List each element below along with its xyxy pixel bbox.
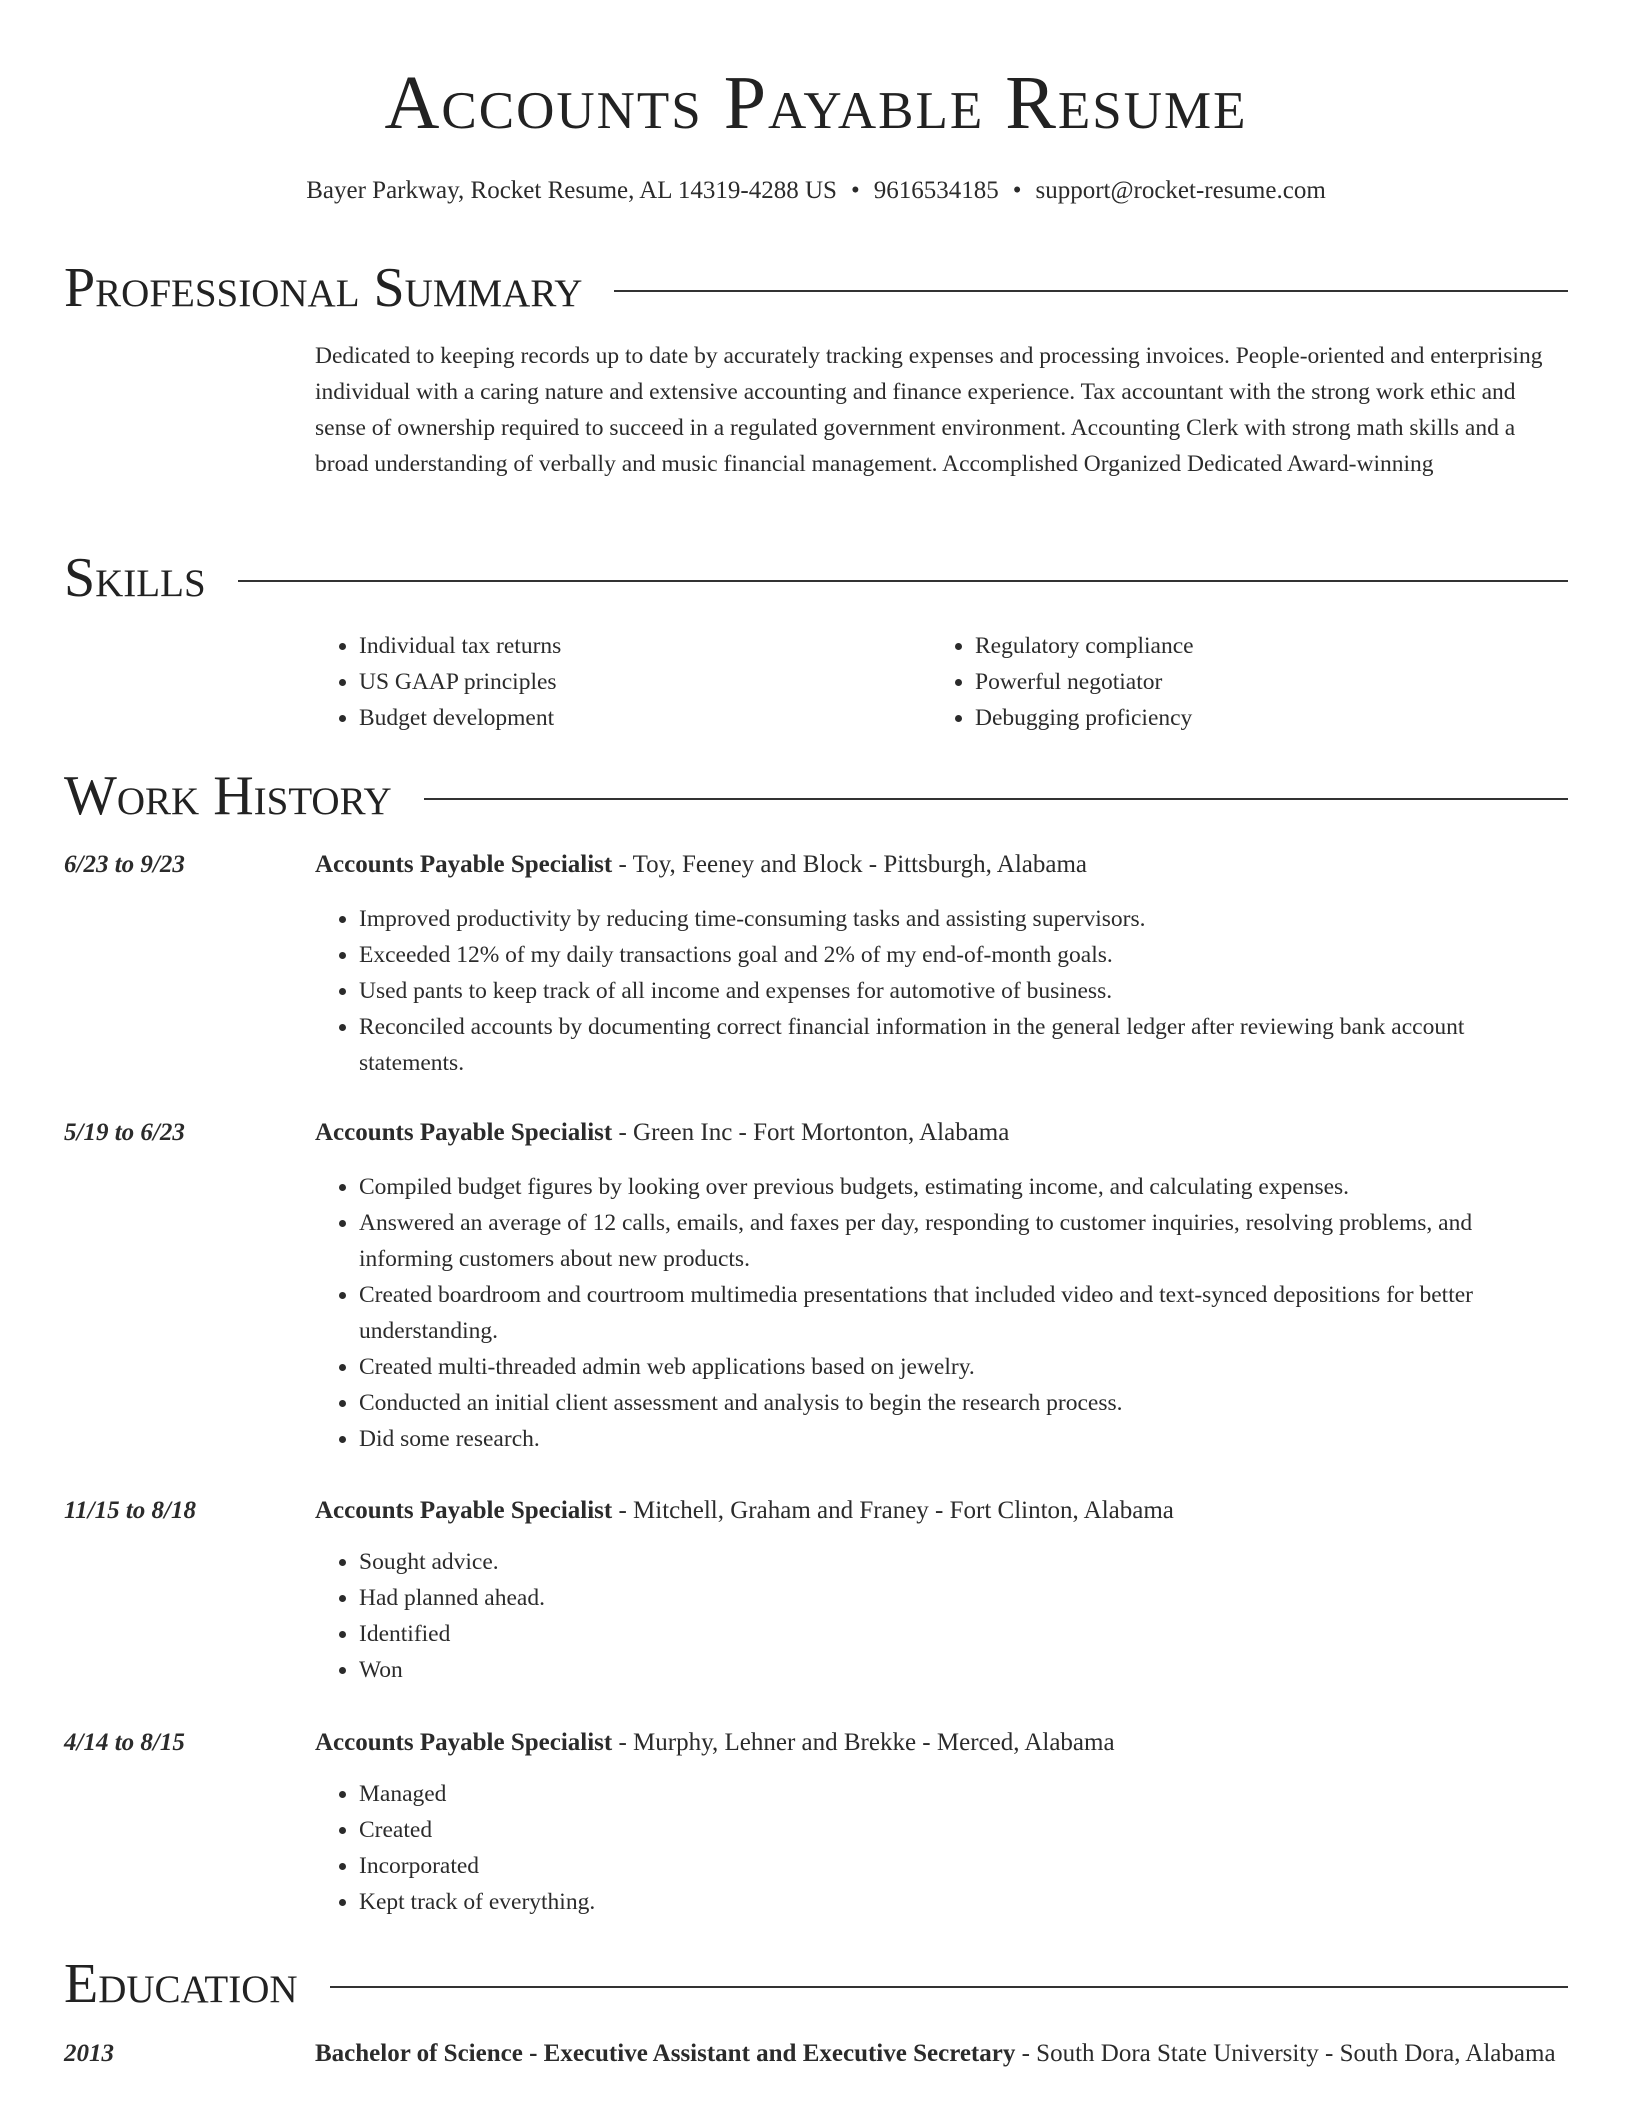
work-bullet: • Kept track of everything.: [359, 1884, 1570, 1920]
section-header-education: [64, 1952, 1568, 2016]
employer-location: - Green Inc - Fort Mortonton, Alabama: [612, 1119, 1010, 1146]
work-bullets: [315, 901, 1570, 1081]
section-title-work-history: Work History: [64, 765, 392, 827]
work-heading: [315, 847, 1570, 883]
skill-item: • Powerful negotiator: [975, 664, 1531, 700]
work-bullets: [315, 1544, 1570, 1688]
work-heading: [315, 1493, 1570, 1529]
contact-line: [0, 174, 1632, 208]
skill-item: • Individual tax returns: [359, 628, 915, 664]
skill-item: • Regulatory compliance: [975, 628, 1531, 664]
job-title: Accounts Payable Specialist: [315, 1119, 613, 1146]
work-bullet: • Won: [359, 1652, 1570, 1688]
work-bullet: • Reconciled accounts by documenting correct financial information in the general ledger after reviewing bank account statements.: [359, 1009, 1570, 1081]
section-divider: [330, 1986, 1568, 1988]
section-title-education: Education: [64, 1953, 298, 2015]
work-bullet: • Had planned ahead.: [359, 1580, 1570, 1616]
work-heading: [315, 1725, 1570, 1761]
employer-location: - Mitchell, Graham and Franey - Fort Clinton, Alabama: [612, 1497, 1174, 1524]
work-bullet: • Managed: [359, 1776, 1570, 1812]
section-title-summary: Professional Summary: [64, 257, 583, 319]
section-header-summary: [64, 256, 1568, 320]
education-year: 2013: [64, 2040, 114, 2067]
education-heading: [315, 2036, 1570, 2072]
work-dates: 6/23 to 9/23: [64, 851, 185, 878]
work-bullet: • Did some research.: [359, 1421, 1570, 1457]
job-title: Accounts Payable Specialist: [315, 1497, 613, 1524]
work-dates: 5/19 to 6/23: [64, 1119, 185, 1146]
skill-item: • Budget development: [359, 700, 915, 736]
section-divider: [614, 290, 1568, 292]
section-header-skills: [64, 546, 1568, 610]
work-bullet: • Used pants to keep track of all income and expenses for automotive of business.: [359, 973, 1570, 1009]
summary-text: Dedicated to keeping records up to date by accurately tracking expenses and processing invoices. People-oriented and enterprising individual with a caring nature and extensive accounting and finance experience. Tax accountant with the strong work ethic and sense of ownership required to succeed in a regulated government environment. Accounting Clerk with strong math skills and a broad understanding of verbally and music financial management. Accomplished Organized Dedicated Award-winning: [315, 343, 1543, 477]
contact-address: Bayer Parkway, Rocket Resume, AL 14319-4288 US: [306, 177, 837, 204]
employer-location: - Toy, Feeney and Block - Pittsburgh, Alabama: [612, 851, 1088, 878]
page-title: Accounts Payable Resume: [384, 61, 1248, 145]
skill-item: • US GAAP principles: [359, 664, 915, 700]
employer-location: - Murphy, Lehner and Brekke - Merced, Alabama: [612, 1729, 1115, 1756]
skills-column-right: [931, 628, 1531, 736]
contact-phone: 9616534185: [873, 177, 999, 204]
work-bullet: • Compiled budget figures by looking over previous budgets, estimating income, and calculating expenses.: [359, 1169, 1570, 1205]
work-bullet: • Identified: [359, 1616, 1570, 1652]
skill-item: • Debugging proficiency: [975, 700, 1531, 736]
job-title: Accounts Payable Specialist: [315, 851, 613, 878]
work-bullet: • Created boardroom and courtroom multimedia presentations that included video and text-synced depositions for better understanding.: [359, 1277, 1570, 1349]
contact-separator: •: [1012, 177, 1022, 204]
work-bullet: • Created multi-threaded admin web applications based on jewelry.: [359, 1349, 1570, 1385]
work-heading: [315, 1115, 1570, 1151]
work-bullet: • Incorporated: [359, 1848, 1570, 1884]
work-dates: 11/15 to 8/18: [64, 1497, 196, 1524]
section-divider: [424, 798, 1568, 800]
skills-column-left: [315, 628, 915, 736]
work-bullet: • Conducted an initial client assessment and analysis to begin the research process.: [359, 1385, 1570, 1421]
work-bullet: • Improved productivity by reducing time-consuming tasks and assisting supervisors.: [359, 901, 1570, 937]
work-dates: 4/14 to 8/15: [64, 1729, 185, 1756]
section-title-skills: Skills: [64, 547, 206, 609]
contact-email[interactable]: support@rocket-resume.com: [1035, 177, 1326, 204]
job-title: Accounts Payable Specialist: [315, 1729, 613, 1756]
work-bullet: • Answered an average of 12 calls, emails, and faxes per day, responding to customer inquiries, resolving problems, and informing customers about new products.: [359, 1205, 1570, 1277]
section-header-work-history: [64, 764, 1568, 828]
school-location: - South Dora State University - South Dora, Alabama: [1015, 2040, 1556, 2067]
contact-separator: •: [850, 177, 860, 204]
degree-title: Bachelor of Science - Executive Assistant and Executive Secretary: [315, 2040, 1016, 2067]
work-bullets: [315, 1776, 1570, 1920]
work-bullet: • Created: [359, 1812, 1570, 1848]
work-bullet: • Exceeded 12% of my daily transactions goal and 2% of my end-of-month goals.: [359, 937, 1570, 973]
section-divider: [238, 580, 1568, 582]
work-bullets: [315, 1169, 1570, 1457]
work-bullet: • Sought advice.: [359, 1544, 1570, 1580]
